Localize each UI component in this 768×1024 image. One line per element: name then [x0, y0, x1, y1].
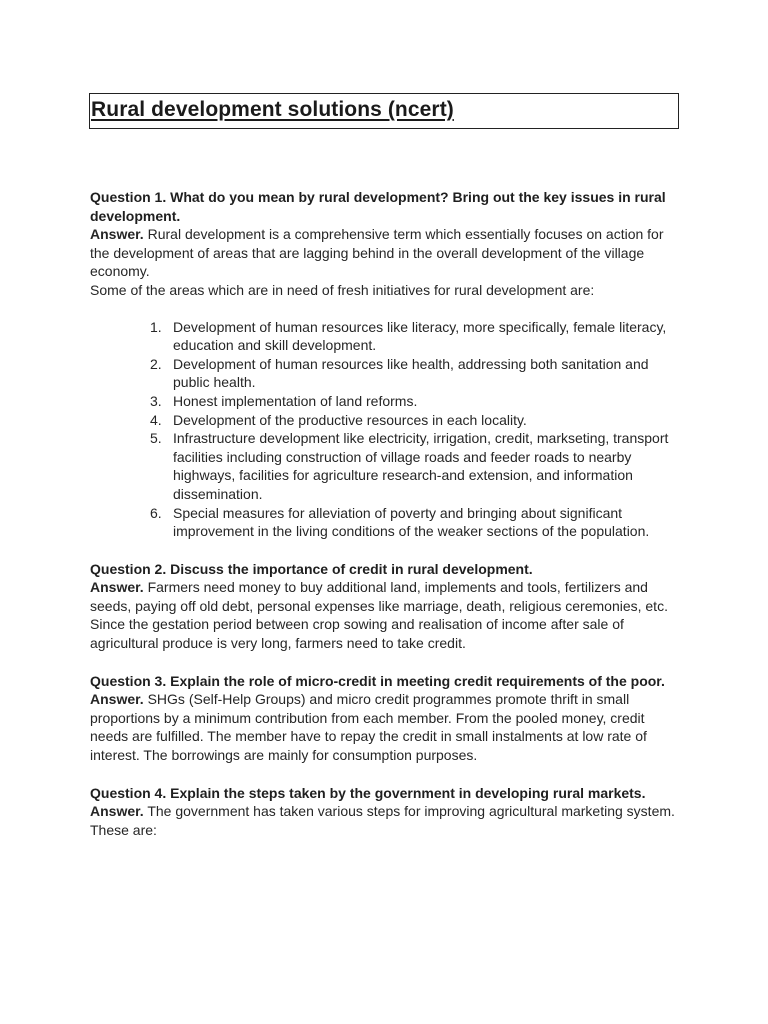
rural-issues-list: [90, 318, 682, 541]
list-item-number: 6.: [150, 504, 162, 521]
list-item: [90, 355, 682, 392]
list-item-text: Development of human resources like health, addressing both sanitation and public health.: [173, 355, 649, 391]
question-2-block: [90, 560, 682, 653]
list-item: [90, 392, 682, 411]
list-item-number: 2.: [150, 355, 162, 372]
list-item: [90, 318, 682, 355]
answer-1-text: Rural development is a comprehensive term which essentially focuses on action for the development of areas that are lagging behind in the overall development of the village economy.: [90, 226, 664, 280]
answer-2-text: Farmers need money to buy additional land, implements and tools, fertilizers and seeds, paying off old debt, personal expenses like marriage, death, religious ceremonies, etc. Since the gestation period between crop sowing and realisation of income after sale of agricultural produce is very long, farmers need to take credit.: [90, 579, 668, 652]
title-box: [89, 93, 679, 129]
question-4-block: [90, 784, 682, 840]
answer-label: Answer.: [90, 803, 144, 820]
answer-label: Answer.: [90, 579, 144, 596]
question-3-text: Question 3. Explain the role of micro-credit in meeting credit requirements of the poor.: [90, 672, 665, 689]
list-item: [90, 411, 682, 430]
list-item: [90, 429, 682, 503]
question-1-text: Question 1. What do you mean by rural development? Bring out the key issues in rural development.: [90, 189, 666, 224]
answer-4-text: The government has taken various steps for improving agricultural marketing system. These are:: [90, 803, 675, 838]
list-item-text: Infrastructure development like electricity, irrigation, credit, markseting, transport facilities including construction of village roads and feeder roads to nearby highways, facilities for agriculture research-and extension, and information dissemination.: [173, 430, 669, 502]
answer-3-text: SHGs (Self-Help Groups) and micro credit programmes promote thrift in small proportions by a minimum contribution from each member. From the pooled money, credit needs are fulfilled. The member have to repay the credit in small instalments at low rate of interest. The borrowings are mainly for consumption purposes.: [90, 691, 647, 764]
question-1-block: [90, 188, 682, 300]
list-item-number: 5.: [150, 430, 162, 447]
list-item-number: 4.: [150, 411, 162, 428]
answer-1-intro: Some of the areas which are in need of fresh initiatives for rural development are:: [90, 281, 595, 298]
list-item-text: Special measures for alleviation of poverty and bringing about significant improvement in the living conditions of the weaker sections of the population.: [173, 504, 650, 540]
list-item-text: Honest implementation of land reforms.: [173, 392, 418, 409]
document-title: Rural development solutions (ncert): [91, 98, 454, 121]
question-3-block: [90, 672, 682, 765]
question-2-text: Question 2. Discuss the importance of credit in rural development.: [90, 560, 533, 577]
question-4-text: Question 4. Explain the steps taken by the government in developing rural markets.: [90, 784, 646, 801]
list-item-text: Development of human resources like literacy, more specifically, female literacy, education and skill development.: [173, 318, 667, 354]
list-item-number: 1.: [150, 318, 162, 335]
answer-label: Answer.: [90, 226, 144, 243]
list-item-number: 3.: [150, 392, 162, 409]
document-body: [90, 188, 682, 839]
list-item-text: Development of the productive resources in each locality.: [173, 411, 527, 428]
list-item: [90, 504, 682, 541]
answer-label: Answer.: [90, 691, 144, 708]
